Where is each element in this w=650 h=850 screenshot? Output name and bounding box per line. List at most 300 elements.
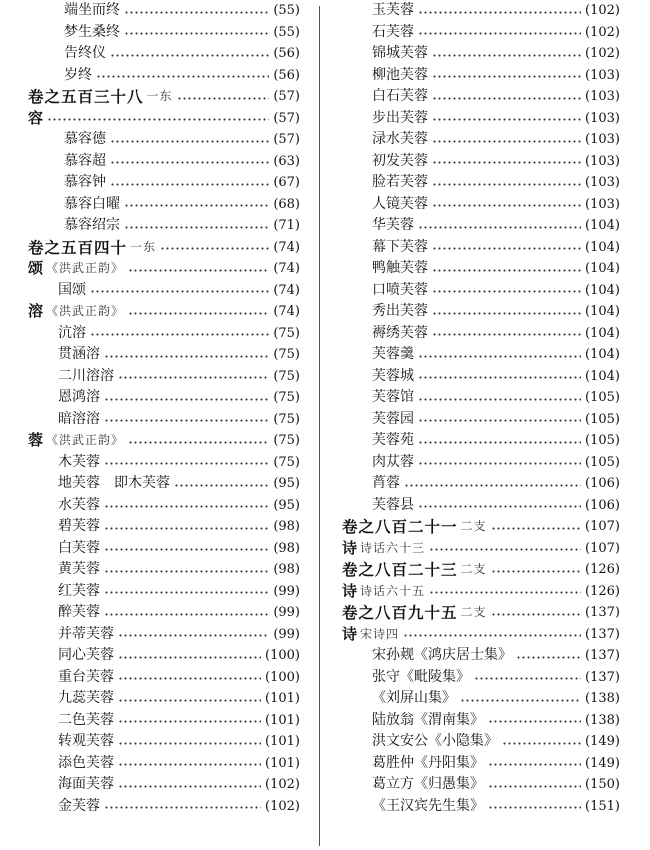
toc-entry-title: 颂 [28,259,44,277]
toc-page-number: (100) [265,648,300,663]
dot-leader [104,398,269,401]
toc-entry [28,344,300,366]
toc-page-number: (95) [273,476,300,491]
toc-entry [342,323,620,345]
dot-leader [432,54,581,57]
toc-entry [28,237,300,259]
dot-leader [403,634,581,637]
toc-page-number: (105) [585,411,620,427]
toc-page-number: (104) [585,304,620,319]
dot-leader [432,140,581,143]
toc-entry-title: 暗溶溶 [58,410,100,427]
dot-leader [432,97,581,100]
dot-leader [110,183,269,186]
toc-entry [342,194,620,216]
toc-page-number: (107) [585,519,620,534]
toc-right-column [342,0,620,817]
toc-page-number: (74) [273,261,300,276]
dot-leader [160,247,269,250]
toc-page-number: (98) [273,562,300,577]
toc-entry [342,86,620,108]
dot-leader [124,204,269,207]
toc-entry-note: 二支 [460,605,487,619]
toc-entry [28,323,300,345]
toc-entry-title: 幕下芙蓉 [372,238,428,255]
dot-leader [418,11,581,14]
toc-entry-title: 贯涵溶 [58,346,100,362]
toc-page-number: (98) [273,540,300,556]
toc-entry-note: 一东 [146,89,173,103]
toc-entry [28,495,300,517]
toc-entry-title: 金芙蓉 [58,797,100,814]
dot-leader [404,484,581,487]
toc-entry-title: 水芙蓉 [58,496,100,513]
toc-entry [28,172,300,194]
toc-entry [28,516,300,538]
toc-page-number: (103) [585,132,620,147]
toc-entry [28,151,300,173]
toc-entry-title: 卷之五百四十 [28,237,128,257]
toc-entry-title: 脸若芙蓉 [372,174,428,190]
toc-entry-title: 溶 [28,302,44,320]
dot-leader [491,570,582,573]
toc-page-number: (149) [585,755,620,771]
toc-page-number: (75) [273,411,300,427]
toc-page-number: (99) [273,626,300,642]
dot-leader [418,226,581,229]
toc-page-number: (137) [585,648,620,663]
toc-page-number: (74) [273,239,300,255]
toc-entry [28,0,300,22]
toc-entry [342,581,620,603]
toc-entry [342,495,620,517]
toc-entry-title: 鸭触芙蓉 [372,260,428,276]
dot-leader [432,183,581,186]
toc-entry-note: 二支 [460,562,487,576]
toc-page-number: (75) [273,325,300,341]
toc-entry-title: 石芙蓉 [372,23,414,40]
toc-page-number: (126) [585,583,620,599]
toc-entry-title: 芙蓉羹 [372,346,414,362]
toc-entry-title: 褥绣芙蓉 [372,324,428,341]
dot-leader [418,441,581,444]
toc-entry [28,43,300,65]
dot-leader [128,441,269,444]
toc-entry-title: 蓉 [28,431,44,449]
toc-page-number: (71) [273,218,300,233]
dot-leader [110,161,269,164]
dot-leader [429,548,581,551]
dot-leader [516,656,581,659]
toc-entry [28,258,300,280]
toc-entry [28,22,300,44]
toc-page-number: (101) [265,734,300,749]
toc-entry-title: 添色芙蓉 [58,754,114,771]
dot-leader [118,699,261,702]
toc-entry-title: 红芙蓉 [58,582,100,599]
toc-entry [28,301,300,323]
toc-entry-title: 芙蓉城 [372,367,414,384]
toc-page-number: (95) [273,497,300,513]
dot-leader [104,613,269,616]
toc-entry [342,108,620,130]
toc-page-number: (105) [585,433,620,448]
dot-leader [104,527,269,530]
toc-entry-title: 白石芙蓉 [372,88,428,104]
toc-entry [342,65,620,87]
toc-entry-title: 卷之五百三十八 [28,87,144,106]
toc-entry-note: 宋诗四 [360,626,400,641]
toc-page-number: (67) [273,175,300,190]
toc-entry [28,645,300,667]
toc-entry-title: 慕容绍宗 [64,217,120,233]
dot-leader [491,613,582,616]
toc-entry [28,667,300,689]
toc-entry-title: 口喷芙蓉 [372,281,428,298]
dot-leader [128,269,269,272]
toc-entry-note: 《洪武正韵》 [46,261,125,275]
dot-leader [488,763,581,766]
dot-leader [118,763,261,766]
toc-entry [342,731,620,753]
toc-entry-title: 端坐而终 [64,2,120,18]
toc-entry-title: 地芙蓉 即木芙蓉 [58,475,170,491]
toc-page-number: (75) [273,368,300,384]
toc-page-number: (126) [585,562,620,577]
toc-page-number: (100) [265,669,300,685]
toc-page-number: (104) [585,368,620,384]
toc-page-number: (106) [585,497,620,513]
toc-entry-note: 诗话六十五 [360,583,426,598]
toc-entry-title: 锦城芙蓉 [372,45,428,61]
column-divider [319,6,320,846]
toc-entry [342,796,620,818]
dot-leader [418,505,581,508]
dot-leader [491,527,582,530]
toc-page-number: (149) [585,734,620,749]
toc-entry-title: 卷之八百二十一 [342,517,458,536]
dot-leader [432,333,581,336]
toc-page-number: (137) [585,605,620,620]
toc-entry [342,387,620,409]
toc-entry [342,43,620,65]
toc-page-number: (101) [265,712,300,728]
toc-page-number: (151) [585,798,620,814]
toc-entry-title: 慕容白曜 [64,195,120,212]
toc-page-number: (107) [585,540,620,556]
toc-entry [28,86,300,108]
toc-entry-title: 柳池芙蓉 [372,66,428,83]
toc-page-number: (56) [273,67,300,83]
toc-entry-title: 渌水芙蓉 [372,131,428,147]
toc-page-number: (55) [273,24,300,40]
toc-page-number: (106) [585,476,620,491]
toc-page-number: (102) [265,798,300,814]
toc-entry-title: 《王汉宾先生集》 [372,797,484,814]
dot-leader [418,32,581,35]
toc-entry-title: 芙蓉园 [372,410,414,427]
toc-page-number: (104) [585,218,620,233]
toc-entry-title: 海面芙蓉 [58,776,114,792]
toc-entry [342,602,620,624]
toc-page-number: (104) [585,347,620,362]
toc-entry [28,602,300,624]
toc-entry [28,215,300,237]
toc-entry-title: 慕容超 [64,152,106,169]
toc-entry-title: 并蒂芙蓉 [58,625,114,642]
toc-entry [342,366,620,388]
dot-leader [488,806,581,809]
toc-entry [342,0,620,22]
toc-entry-title: 人镜芙蓉 [372,195,428,212]
toc-entry-note: 《洪武正韵》 [46,304,125,318]
toc-entry [28,624,300,646]
toc-page-number: (137) [585,626,620,642]
toc-entry-title: 恩鸿溶 [58,389,100,405]
toc-entry-title: 二川溶溶 [58,367,114,384]
toc-page-number: (104) [585,282,620,298]
dot-leader [418,419,581,422]
dot-leader [118,720,261,723]
toc-page-number: (57) [273,132,300,147]
dot-leader [432,247,581,250]
dot-leader [432,161,581,164]
dot-leader [96,75,269,78]
toc-entry-title: 华芙蓉 [372,217,414,233]
toc-page-number: (138) [585,712,620,728]
toc-entry-title: 芙蓉馆 [372,389,414,405]
toc-entry-title: 葛立方《归愚集》 [372,776,484,792]
toc-page-number: (99) [273,583,300,599]
toc-left-column [28,0,300,817]
toc-page-number: (75) [273,454,300,470]
dot-leader [432,204,581,207]
toc-entry-title: 沆溶 [58,324,86,341]
toc-entry [342,516,620,538]
dot-leader [474,677,581,680]
dot-leader [432,290,581,293]
toc-entry-title: 葛胜仲《丹阳集》 [372,754,484,771]
toc-page-number: (104) [585,239,620,255]
toc-entry [342,344,620,366]
toc-entry-note: 《洪武正韵》 [46,433,125,447]
toc-page-number: (150) [585,777,620,792]
toc-entry-note: 诗话六十三 [360,540,426,555]
toc-page-number: (102) [265,777,300,792]
toc-page-number: (103) [585,89,620,104]
toc-entry-title: 白芙蓉 [58,539,100,556]
toc-page-number: (102) [585,24,620,40]
dot-leader [432,312,581,315]
toc-page-number: (105) [585,454,620,470]
toc-entry-title: 国颂 [58,281,86,298]
dot-leader [177,97,270,100]
toc-entry [28,581,300,603]
toc-page-number: (101) [265,755,300,771]
toc-entry-title: 醉芙蓉 [58,604,100,620]
toc-entry [342,538,620,560]
toc-entry [342,129,620,151]
dot-leader [118,677,261,680]
dot-leader [47,118,269,121]
toc-page-number: (74) [273,282,300,298]
toc-page-number: (75) [273,347,300,362]
dot-leader [118,634,269,637]
toc-entry [342,667,620,689]
dot-leader [502,742,581,745]
toc-entry [28,280,300,302]
toc-entry [28,774,300,796]
toc-entry [28,753,300,775]
toc-entry [342,22,620,44]
toc-entry-title: 转观芙蓉 [58,733,114,749]
toc-entry-title: 二色芙蓉 [58,711,114,728]
dot-leader [418,462,581,465]
toc-entry-title: 芙蓉县 [372,496,414,513]
toc-page-number: (57) [273,110,300,126]
toc-entry-title: 诗 [342,581,358,600]
toc-entry [28,387,300,409]
dot-leader [110,140,269,143]
toc-page-number: (57) [273,89,300,104]
dot-leader [104,355,269,358]
toc-page-number: (105) [585,390,620,405]
dot-leader [118,656,261,659]
toc-entry [28,452,300,474]
toc-entry [28,108,300,130]
toc-entry-title: 黄芙蓉 [58,561,100,577]
toc-page-number: (103) [585,67,620,83]
dot-leader [104,548,269,551]
toc-entry [28,366,300,388]
toc-page-number: (68) [273,196,300,212]
toc-entry [342,645,620,667]
toc-entry-note: 二支 [460,519,487,533]
toc-entry [342,624,620,646]
toc-page-number: (56) [273,46,300,61]
toc-entry-title: 重台芙蓉 [58,668,114,685]
dot-leader [124,226,269,229]
toc-entry [28,538,300,560]
toc-page-number: (103) [585,196,620,212]
dot-leader [488,785,581,788]
toc-entry-title: 岁终 [64,66,92,83]
toc-entry [28,688,300,710]
toc-entry [342,280,620,302]
toc-entry [28,559,300,581]
dot-leader [104,570,269,573]
dot-leader [460,699,581,702]
dot-leader [488,720,581,723]
toc-page-number: (103) [585,110,620,126]
toc-entry-title: 告终仪 [64,45,106,61]
toc-entry-title: 卷之八百二十三 [342,560,458,579]
toc-page-number: (103) [585,175,620,190]
toc-entry [342,237,620,259]
dot-leader [432,75,581,78]
toc-entry-title: 九蕊芙蓉 [58,690,114,706]
toc-entry-title: 肉苁蓉 [372,453,414,470]
dot-leader [124,11,269,14]
toc-entry [28,796,300,818]
toc-entry-title: 初发芙蓉 [372,152,428,169]
dot-leader [418,398,581,401]
toc-page-number: (104) [585,261,620,276]
toc-page-number: (137) [585,669,620,685]
toc-entry-title: 宋孙觌《鸿庆居士集》 [372,647,512,663]
toc-entry [28,473,300,495]
toc-entry [342,430,620,452]
dot-leader [174,484,269,487]
toc-entry [28,194,300,216]
toc-entry [28,731,300,753]
dot-leader [124,32,269,35]
toc-entry-title: 玉芙蓉 [372,2,414,18]
toc-entry [342,409,620,431]
dot-leader [118,742,261,745]
toc-entry-title: 秀出芙蓉 [372,303,428,319]
toc-page-number: (75) [273,390,300,405]
dot-leader [418,355,581,358]
toc-entry-note: 一东 [130,239,157,254]
toc-entry [342,473,620,495]
toc-entry [342,452,620,474]
toc-entry [342,688,620,710]
toc-entry [342,151,620,173]
dot-leader [90,333,269,336]
toc-entry [28,409,300,431]
toc-page-number: (102) [585,3,620,18]
toc-page-number: (104) [585,325,620,341]
dot-leader [104,806,261,809]
dot-leader [128,312,269,315]
dot-leader [110,54,269,57]
dot-leader [104,462,269,465]
toc-entry-title: 慕容钟 [64,174,106,190]
toc-page-number: (63) [273,153,300,169]
toc-page-number: (99) [273,605,300,620]
dot-leader [104,419,269,422]
toc-entry [342,172,620,194]
toc-page-number: (55) [273,3,300,18]
toc-entry [28,65,300,87]
toc-entry [342,753,620,775]
toc-entry-title: 莦蓉 [372,475,400,491]
toc-entry-title: 步出芙蓉 [372,109,428,126]
toc-entry [342,258,620,280]
toc-entry-title: 《刘屏山集》 [372,690,456,706]
dot-leader [104,591,269,594]
toc-entry [342,301,620,323]
toc-entry-title: 陆放翁《渭南集》 [372,711,484,728]
toc-entry-title: 木芙蓉 [58,453,100,470]
dot-leader [418,376,581,379]
toc-page-number: (103) [585,153,620,169]
toc-entry-title: 芙蓉苑 [372,432,414,448]
toc-entry-title: 慕容德 [64,131,106,147]
toc-page-number: (75) [273,433,300,448]
toc-page-number: (98) [273,519,300,534]
toc-entry [342,559,620,581]
toc-entry [28,430,300,452]
dot-leader [90,290,269,293]
toc-entry-title: 梦生桑终 [64,23,120,40]
toc-entry-title: 卷之八百九十五 [342,603,458,622]
dot-leader [118,785,261,788]
dot-leader [432,269,581,272]
dot-leader [432,118,581,121]
toc-entry [342,710,620,732]
